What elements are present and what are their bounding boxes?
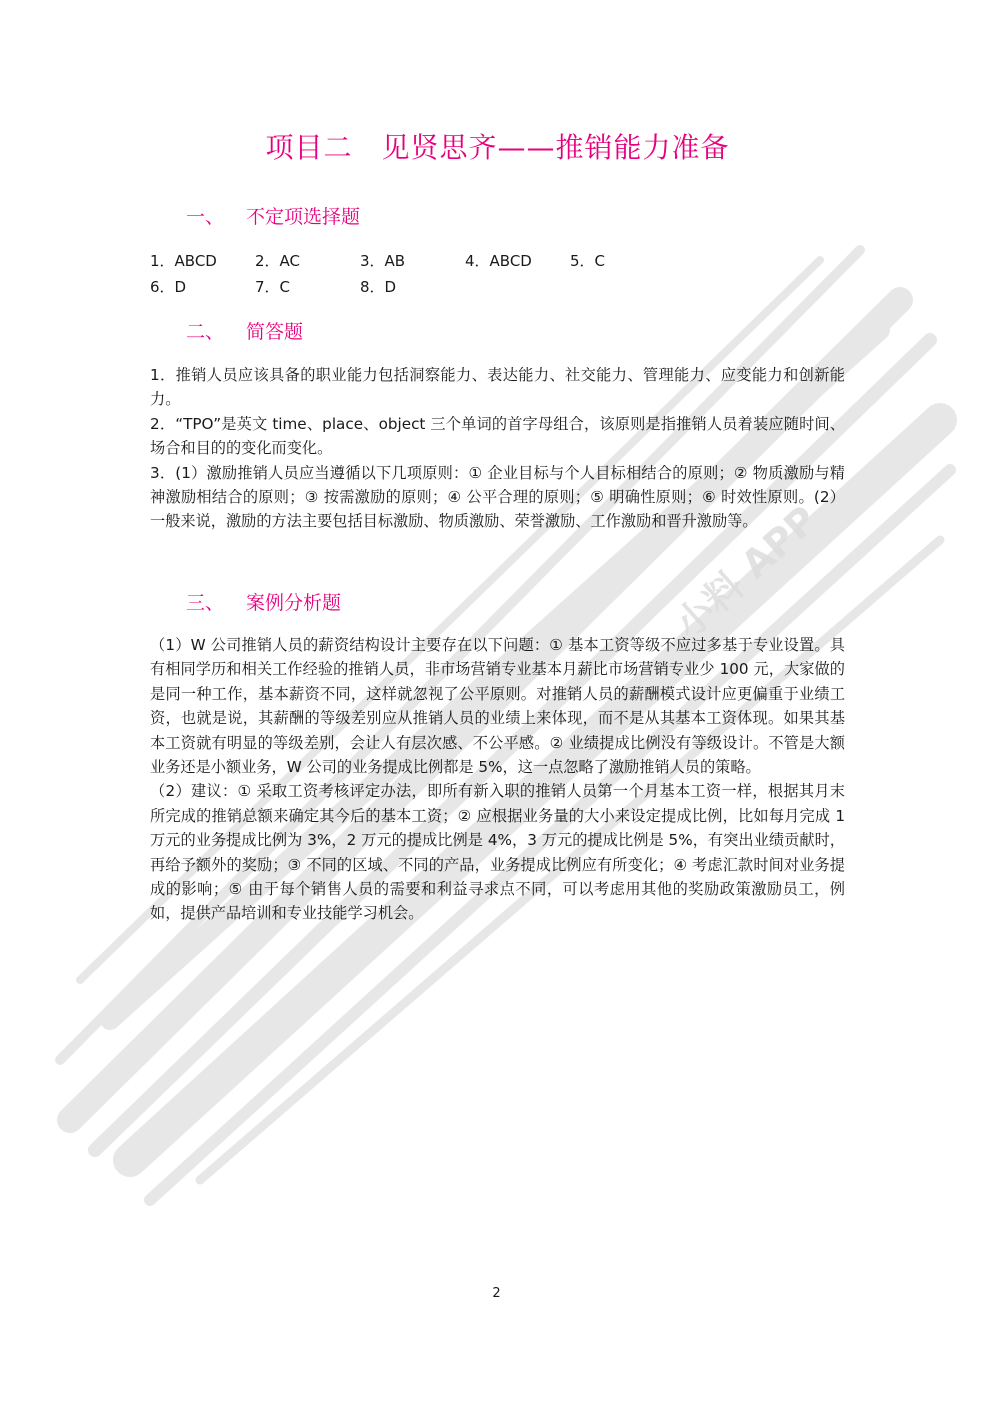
section-heading-choice: [186, 203, 360, 231]
answer-item: 4．ABCD: [465, 252, 532, 270]
answer-row: [150, 274, 845, 300]
short-answer-paragraph: 2．“TPO”是英文 time、place、object 三个单词的首字母组合，该原则是指推销人员着装应随时间、场合和目的的变化而变化。: [150, 414, 845, 458]
answer-item: 3．AB: [360, 252, 406, 270]
section-number: 一、: [186, 206, 225, 228]
answer-item: 8．D: [360, 278, 397, 296]
section-label: 不定项选择题: [246, 206, 361, 228]
answer-item: 1．ABCD: [150, 252, 217, 270]
case-analysis-paragraph: （2）建议：① 采取工资考核评定办法，即所有新入职的推销人员第一个月基本工资一样，根据其月末所完成的推销总额来确定其今后的基本工资；② 应根据业务量的大小来设定提成比例，比如每月完成 1 万元的业务提成比例为 3%，2 万元的提成比例是 4%，3 万元的提成比例是 5%，有突出业绩贡献时，再给予额外的奖励；③ 不同的区域、不同的产品，业务提成比例应有所变化；④ 考虑汇款时间对业务提成的影响；⑤ 由于每个销售人员的需要和利益寻求点不同，可以考虑用其他的奖励政策激励员工，例如，提供产品培训和专业技能学习机会。: [150, 782, 845, 923]
answer-row: [150, 248, 845, 274]
short-answer-paragraph: 3．(1）激励推销人员应当遵循以下几项原则：① 企业目标与个人目标相结合的原则；② 物质激励与精神激励相结合的原则；③ 按需激励的原则；④ 公平合理的原则；⑤ 明确性原则；⑥ 时效性原则。(2）一般来说，激励的方法主要包括目标激励、物质激励、荣誉激励、工作激励和晋升激励等。: [150, 463, 845, 531]
case-analysis-paragraph: （1）W 公司推销人员的薪资结构设计主要存在以下问题：① 基本工资等级不应过多基于专业设置。具有相同学历和相关工作经验的推销人员，非市场营销专业基本月薪比市场营销专业少 100 元，大家做的是同一种工作，基本薪资不同，这样就忽视了公平原则。对推销人员的薪酬模式设计应更偏重于业绩工资，也就是说，其薪酬的等级差别应从推销人员的业绩上来体现，而不是从其基本工资体现。如果其基本工资就有明显的等级差别，会让人有层次感、不公平感。② 业绩提成比例没有等级设计。不管是大额业务还是小额业务，W 公司的业务提成比例都是 5%，这一点忽略了激励推销人员的策略。: [150, 636, 845, 777]
answer-item: 5．C: [570, 252, 606, 270]
answer-key: [150, 248, 845, 300]
short-answer-block: [150, 363, 845, 534]
section-label: 案例分析题: [246, 592, 342, 614]
section-heading-case-analysis: [186, 589, 341, 617]
watermark-text: 小料 APP: [666, 497, 826, 647]
answer-item: 7．C: [255, 278, 291, 296]
answer-item: 2．AC: [255, 252, 301, 270]
page-number: 2: [492, 1286, 501, 1301]
case-analysis-block: [150, 633, 845, 926]
short-answer-paragraph: 1．推销人员应该具备的职业能力包括洞察能力、表达能力、社交能力、管理能力、应变能力和创新能力。: [150, 366, 845, 409]
section-heading-short-answer: [186, 318, 303, 346]
section-label: 简答题: [246, 321, 304, 343]
answer-item: 6．D: [150, 278, 187, 296]
page-title: 项目二 见贤思齐——推销能力准备: [265, 131, 730, 164]
section-number: 二、: [186, 321, 225, 343]
section-number: 三、: [186, 592, 225, 614]
